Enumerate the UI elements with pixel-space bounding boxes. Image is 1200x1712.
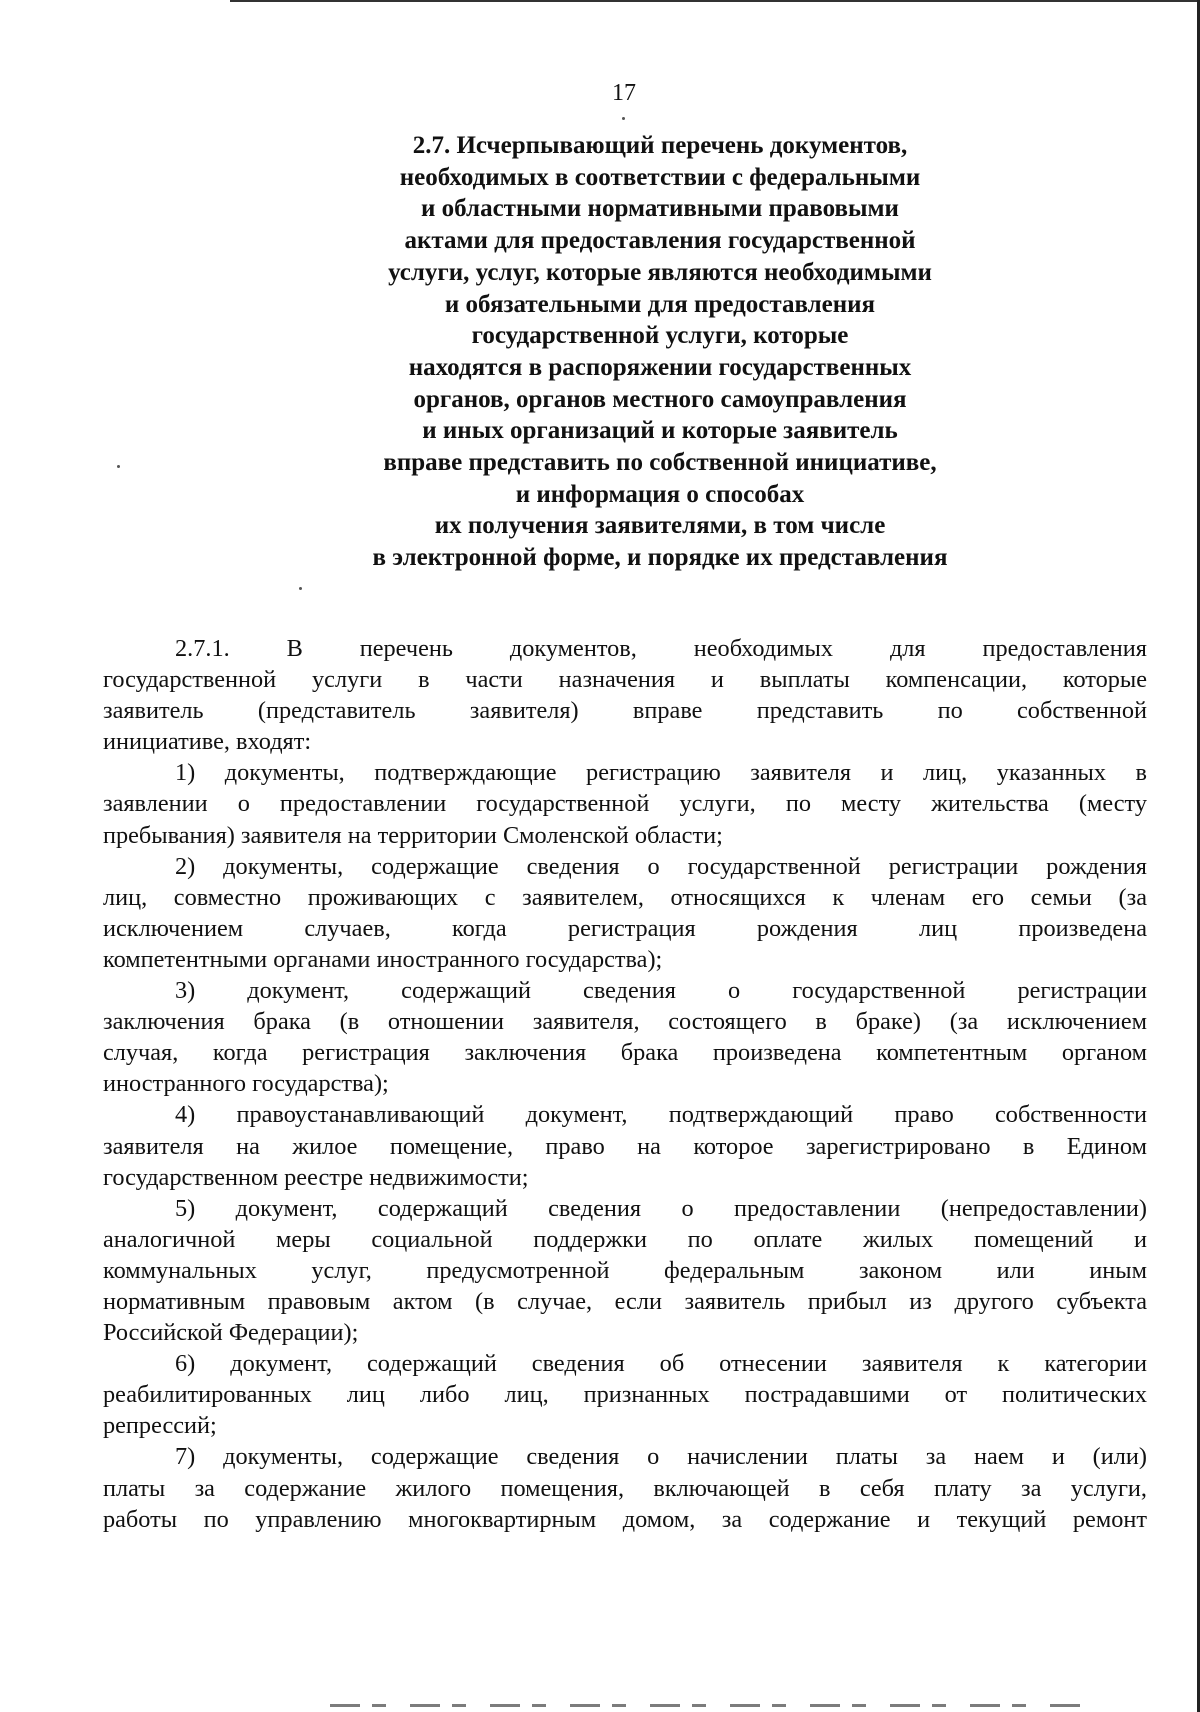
text-line: заключения брака (в отношении заявителя, состоящего в браке) (за исключением [103,1008,1147,1036]
text-line: 2.7.1. В перечень документов, необходимых для предоставления [175,635,1147,662]
text-line: заявителя на жилое помещение, право на которое зарегистрировано в Едином [103,1132,1147,1160]
text-line: 2) документы, содержащие сведения о государственной регистрации рождения [175,852,1147,880]
list-item-paragraph [103,1441,1147,1534]
heading-line: в электронной форме, и порядке их представления [372,544,948,572]
text-line: коммунальных услуг, предусмотренной федеральным законом или иным [103,1256,1147,1284]
list-item-paragraph [103,851,1147,975]
heading-line: и иных организаций и которые заявитель [422,417,898,445]
scan-bottom-noise [330,1704,1090,1707]
heading-line: и информация о способах [515,480,805,508]
text-line: работы по управлению многоквартирным домом, за содержание и текущий ремонт [103,1505,1147,1533]
scan-dot [299,587,302,590]
text-line: государственном реестре недвижимости; [103,1163,529,1191]
text-line: 6) документ, содержащий сведения об отнесении заявителя к категории [175,1350,1147,1378]
scan-dot [622,117,625,120]
list-item-paragraph [103,975,1147,1099]
heading-line: органов, органов местного самоуправления [413,385,907,413]
list-item-paragraph [103,1193,1147,1348]
heading-line: актами для предоставления государственной [404,227,916,255]
text-line: случая, когда регистрация заключения брака произведена компетентным органом [103,1039,1147,1067]
heading-line: и обязательными для предоставления [444,290,876,318]
text-line: пребывания) заявителя на территории Смоленской области; [103,821,723,849]
text-line: репрессий; [103,1412,217,1440]
text-line: Российской Федерации); [103,1319,359,1347]
text-line: нормативным правовым актом (в случае, если заявитель прибыл из другого субъекта [103,1287,1147,1315]
text-line: 5) документ, содержащий сведения о предоставлении (непредоставлении) [175,1194,1147,1222]
text-line: 1) документы, подтверждающие регистрацию заявителя и лиц, указанных в [175,759,1147,787]
heading-line: вправе представить по собственной инициативе, [383,449,937,477]
heading-line: 2.7. Исчерпывающий перечень документов, [412,132,908,159]
text-line: заявитель (представитель заявителя) вправе представить по собственной [103,697,1147,725]
list-item-paragraph [103,1099,1147,1192]
text-line: компетентными органами иностранного государства); [103,945,663,973]
heading-line: находятся в распоряжении государственных [408,353,912,381]
text-line: лиц, совместно проживающих с заявителем, относящихся к членам его семьи (за [103,883,1147,911]
list-item-paragraph [103,757,1147,850]
page-number: 17 [612,80,636,106]
text-line: платы за содержание жилого помещения, включающей в себя плату за услуги, [103,1474,1147,1502]
text-line: государственной услуги в части назначения и выплаты компенсации, которые [103,666,1147,694]
text-line: заявлении о предоставлении государственной услуги, по месту жительства (месту [103,790,1147,818]
text-line: 7) документы, содержащие сведения о начислении платы за наем и (или) [175,1443,1147,1471]
text-line: реабилитированных лиц либо лиц, признанных пострадавшими от политических [103,1381,1147,1409]
list-item-paragraph [103,1348,1147,1441]
heading-line: государственной услуги, которые [471,322,849,350]
text-line: инициативе, входят: [103,728,312,756]
text-line: 3) документ, содержащий сведения о государственной регистрации [175,977,1147,1005]
document-body [103,633,1147,1535]
text-line: аналогичной меры социальной поддержки по оплате жилых помещений и [103,1225,1147,1253]
text-line: исключением случаев, когда регистрация рождения лиц произведена [103,914,1147,942]
scan-top-border [230,0,1200,2]
heading-line: их получения заявителями, в том числе [434,512,886,540]
section-heading [300,130,1020,574]
heading-line: необходимых в соответствии с федеральными [399,163,921,191]
heading-line: услуги, услуг, которые являются необходимыми [388,258,932,286]
text-line: 4) правоустанавливающий документ, подтверждающий право собственности [175,1101,1147,1129]
scan-dot [117,465,120,468]
heading-line: и областными нормативными правовыми [421,195,899,223]
text-line: иностранного государства); [103,1070,389,1098]
intro-paragraph [103,633,1147,757]
